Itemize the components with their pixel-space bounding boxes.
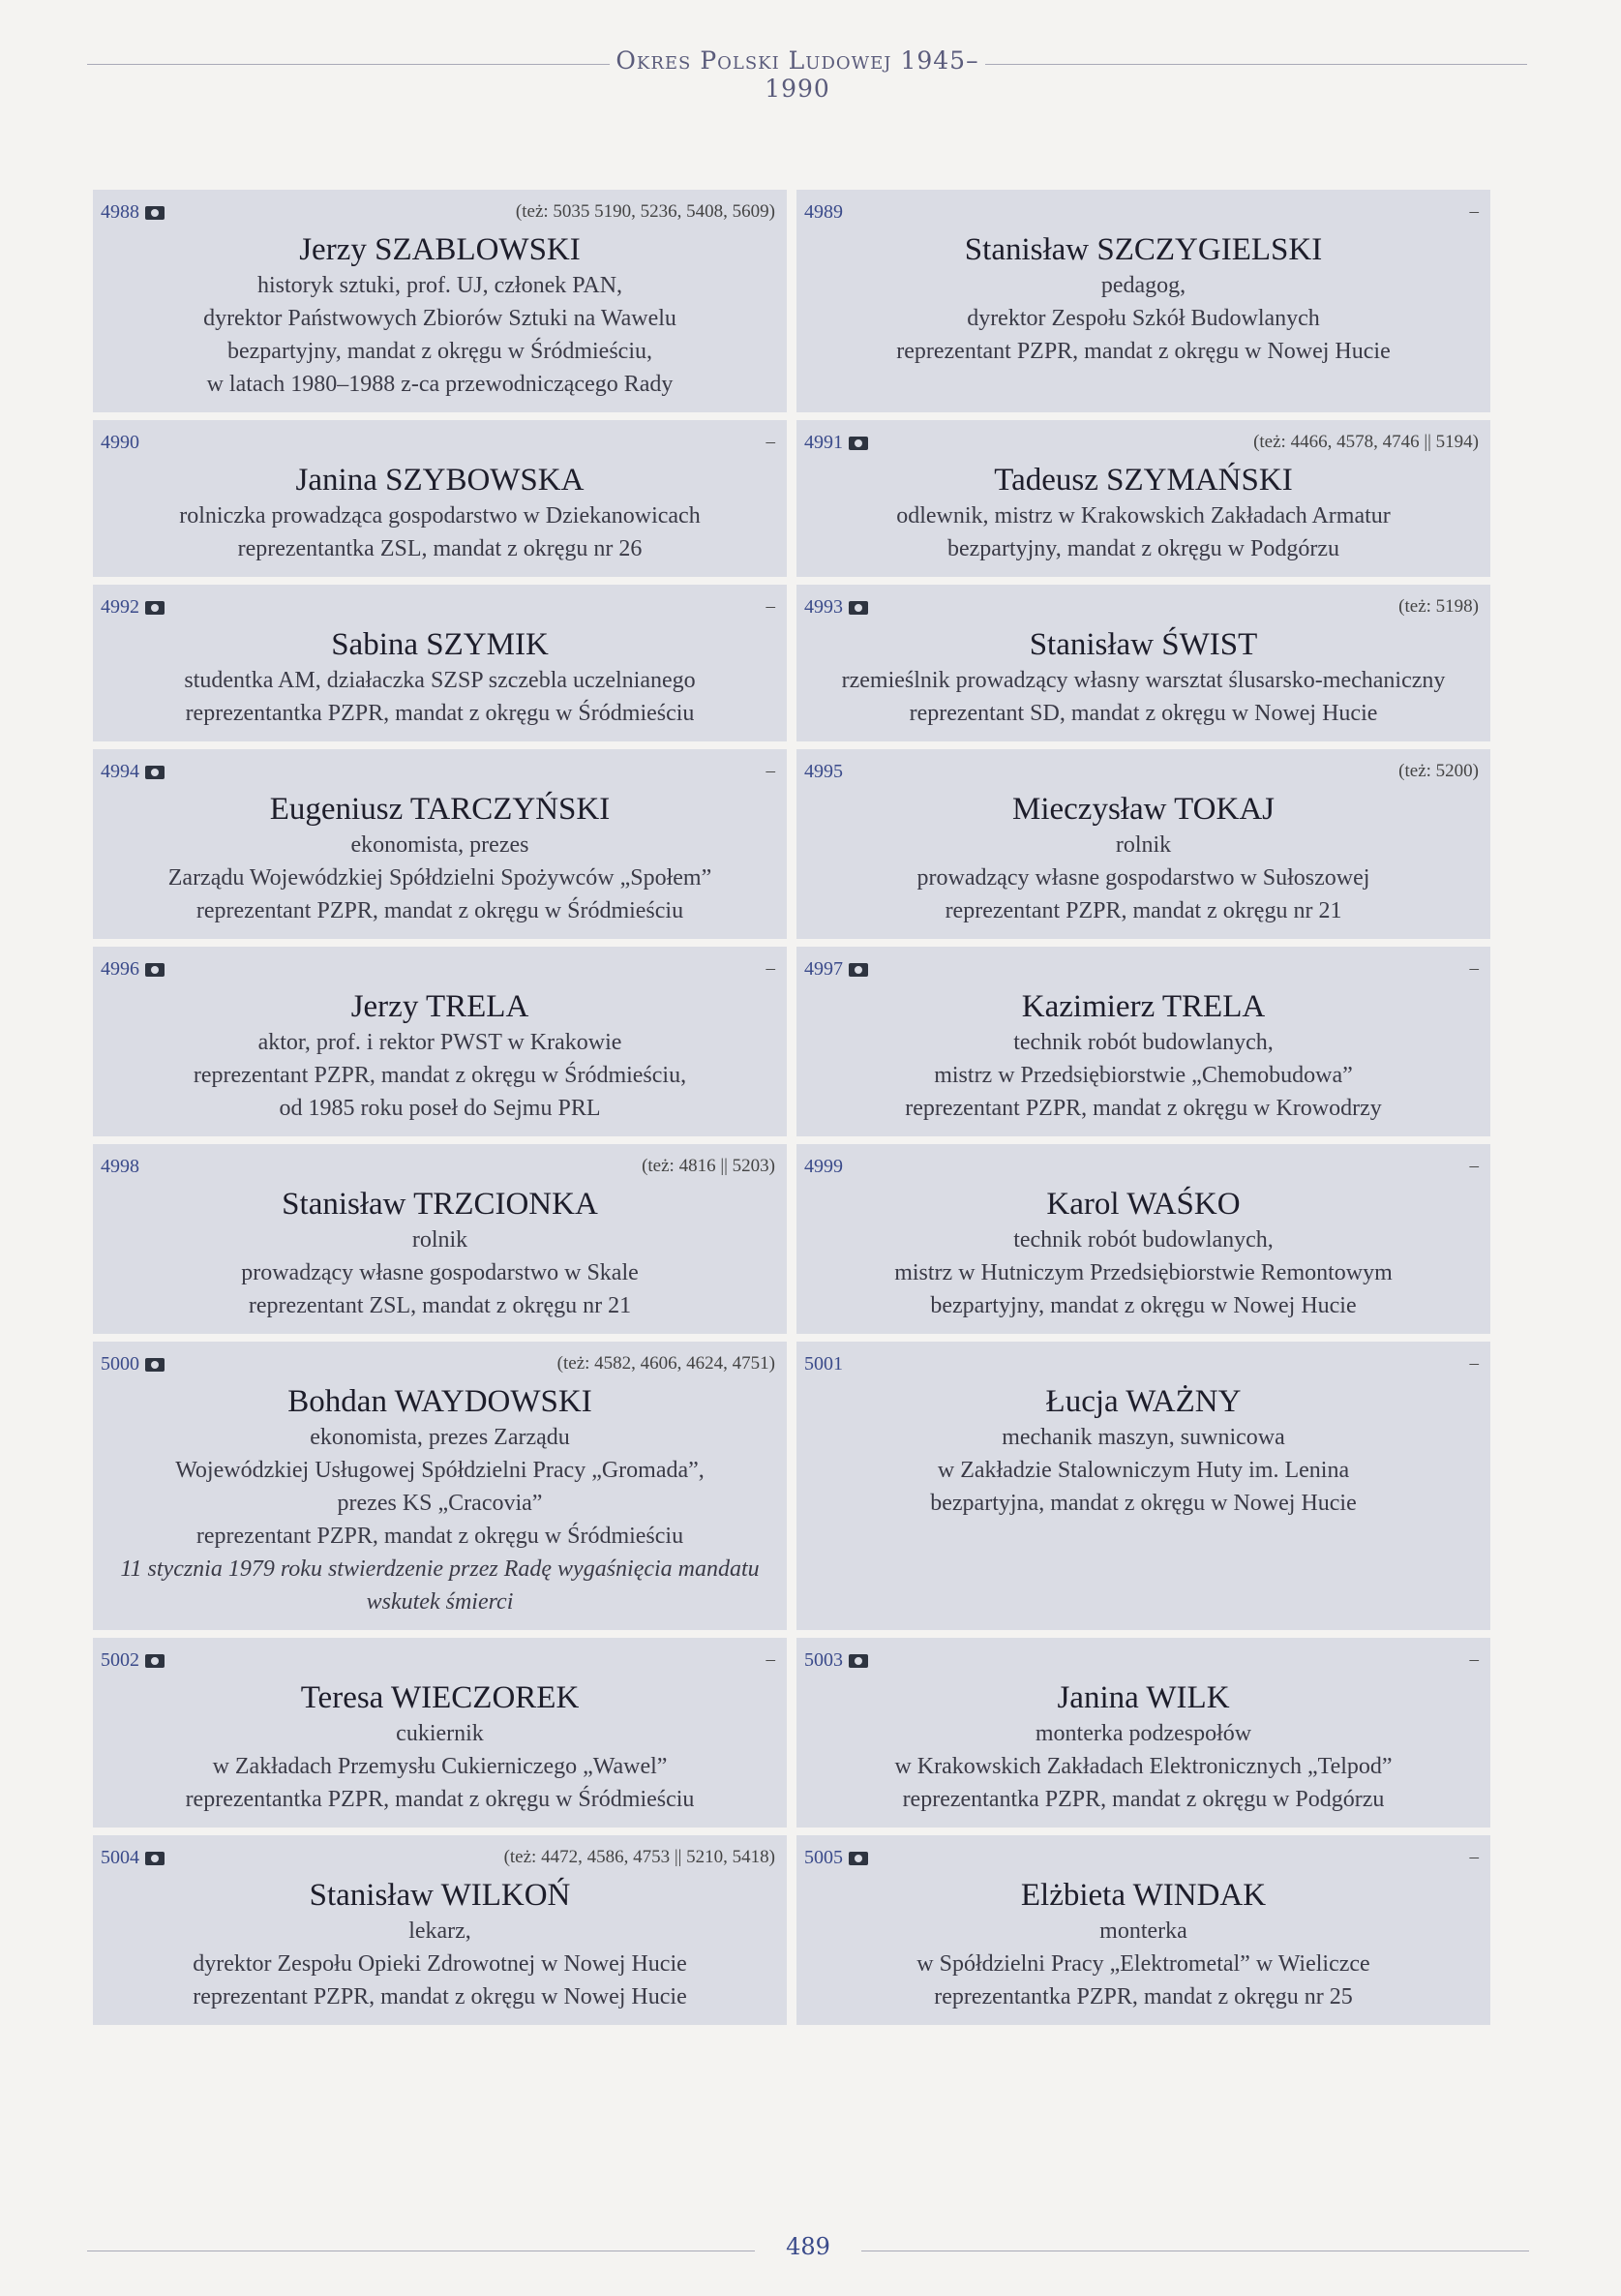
entries-row: [93, 1835, 1490, 2025]
camera-icon: [849, 963, 868, 977]
header-rule-right: [985, 64, 1527, 65]
entry-detail-line: w Krakowskich Zakładach Elektronicznych „Telpod”: [894, 1754, 1393, 1779]
entry-number-text: 5005: [804, 1847, 843, 1868]
entry-card: [796, 1342, 1490, 1630]
entry-detail-line: technik robót budowlanych,: [1013, 1227, 1274, 1253]
entry-cross-reference: –: [1469, 1156, 1479, 1176]
entry-detail-line: reprezentantka PZPR, mandat z okręgu nr 25: [934, 1984, 1353, 2009]
entry-number-text: 4989: [804, 201, 843, 223]
camera-icon: [145, 1852, 165, 1865]
entry-card: [93, 947, 787, 1136]
entry-number: [804, 432, 868, 454]
entry-card: [796, 190, 1490, 412]
entry-number: [804, 596, 868, 619]
entry-detail-line: bezpartyjna, mandat z okręgu w Nowej Hucie: [930, 1491, 1357, 1516]
entry-card: [796, 1835, 1490, 2025]
entry-cross-reference: –: [1469, 201, 1479, 222]
entry-cross-reference: –: [1469, 958, 1479, 979]
page-number: 489: [786, 2233, 830, 2260]
entry-number: [804, 1156, 843, 1178]
entry-detail-line: mistrz w Przedsiębiorstwie „Chemobudowa”: [934, 1063, 1353, 1088]
entry-card: [93, 1835, 787, 2025]
entry-cross-reference: –: [765, 761, 775, 781]
entry-card: [93, 1144, 787, 1334]
camera-icon: [849, 1852, 868, 1865]
entry-detail-line: bezpartyjny, mandat z okręgu w Podgórzu: [947, 536, 1339, 561]
entry-detail-line: reprezentant PZPR, mandat z okręgu nr 21: [945, 898, 1342, 923]
entries-grid: [93, 190, 1490, 2033]
camera-icon: [145, 1654, 165, 1668]
running-title: Okres Polski Ludowej 1945–1990: [615, 46, 979, 103]
entry-detail-line: reprezentantka PZPR, mandat z okręgu w Śródmieściu: [185, 701, 695, 726]
entry-card: [796, 420, 1490, 577]
entry-cross-reference: –: [765, 958, 775, 979]
entry-number: [101, 201, 165, 224]
camera-icon: [145, 963, 165, 977]
entry-cross-reference: (też: 5198): [1398, 596, 1479, 617]
entry-number-text: 4990: [101, 432, 139, 453]
entry-number: [101, 761, 165, 783]
entry-cross-reference: –: [1469, 1649, 1479, 1670]
entry-detail-line: Zarządu Wojewódzkiej Spółdzielni Spożywców „Społem”: [167, 865, 712, 891]
entry-cross-reference: (też: 5035 5190, 5236, 5408, 5609): [515, 201, 775, 222]
entry-name: Tadeusz SZYMAŃSKI: [994, 463, 1293, 498]
entry-detail-line: ekonomista, prezes: [350, 832, 529, 858]
entry-number-text: 4998: [101, 1156, 139, 1177]
entries-row: [93, 947, 1490, 1136]
entry-card: [93, 585, 787, 741]
entries-row: [93, 585, 1490, 741]
entry-card: [93, 1638, 787, 1828]
entry-detail-line: rolniczka prowadząca gospodarstwo w Dziekanowicach: [179, 503, 701, 529]
entry-number: [101, 1649, 165, 1672]
entry-number-text: 5003: [804, 1649, 843, 1671]
entry-number-text: 4997: [804, 958, 843, 980]
entry-detail-line: odlewnik, mistrz w Krakowskich Zakładach Armatur: [896, 503, 1391, 529]
entry-detail-line: mistrz w Hutniczym Przedsiębiorstwie Remontowym: [894, 1260, 1393, 1285]
entry-card: [796, 947, 1490, 1136]
entry-number: [101, 432, 139, 454]
entry-detail-line: reprezentantka ZSL, mandat z okręgu nr 26: [237, 536, 643, 561]
entry-name: Stanisław WILKOŃ: [309, 1878, 571, 1913]
entry-cross-reference: (też: 4466, 4578, 4746 || 5194): [1253, 432, 1479, 452]
entry-detail-line: dyrektor Zespołu Szkół Budowlanych: [967, 306, 1320, 331]
entry-name: Sabina SZYMIK: [331, 627, 549, 662]
entry-number-text: 5001: [804, 1353, 843, 1375]
entries-row: [93, 1144, 1490, 1334]
entry-number: [101, 1156, 139, 1178]
entry-detail-line: rzemieślnik prowadzący własny warsztat ślusarsko-mechaniczny: [841, 668, 1446, 693]
entry-detail-line: reprezentant PZPR, mandat z okręgu w Krowodrzy: [905, 1096, 1382, 1121]
entry-name: Kazimierz TRELA: [1021, 989, 1266, 1024]
entry-number-text: 4995: [804, 761, 843, 782]
entry-detail-line: technik robót budowlanych,: [1013, 1030, 1274, 1055]
entry-detail-line: Wojewódzkiej Usługowej Spółdzielni Pracy „Gromada”,: [175, 1458, 705, 1483]
entry-name: Stanisław ŚWIST: [1029, 627, 1258, 662]
entry-number: [804, 761, 843, 783]
entry-detail-line: rolnik: [411, 1227, 468, 1253]
page-header: [0, 46, 1621, 103]
entry-detail-line: w latach 1980–1988 z-ca przewodniczącego Rady: [206, 372, 674, 397]
entry-detail-line: dyrektor Zespołu Opieki Zdrowotnej w Nowej Hucie: [193, 1951, 687, 1977]
entry-number-text: 5002: [101, 1649, 139, 1671]
entry-detail-line: ekonomista, prezes Zarządu: [310, 1425, 570, 1450]
entry-card: [796, 749, 1490, 939]
entry-detail-line: bezpartyjny, mandat z okręgu w Śródmieściu,: [227, 339, 652, 364]
entry-name: Janina SZYBOWSKA: [295, 463, 585, 498]
entry-detail-line: prowadzący własne gospodarstwo w Sułoszowej: [916, 865, 1370, 891]
entry-name: Janina WILK: [1057, 1680, 1230, 1715]
entry-detail-line: bezpartyjny, mandat z okręgu w Nowej Hucie: [930, 1293, 1357, 1318]
entry-detail-line: aktor, prof. i rektor PWST w Krakowie: [257, 1030, 622, 1055]
entry-card: [93, 749, 787, 939]
entry-detail-line: reprezentantka PZPR, mandat z okręgu w Podgórzu: [902, 1787, 1385, 1812]
entry-card: [93, 420, 787, 577]
entry-detail-line: mechanik maszyn, suwnicowa: [1002, 1425, 1285, 1450]
entry-detail-line: monterka: [1099, 1918, 1187, 1944]
entry-cross-reference: –: [765, 1649, 775, 1670]
entry-number-text: 4988: [101, 201, 139, 223]
entry-detail-line: reprezentant SD, mandat z okręgu w Nowej Hucie: [909, 701, 1378, 726]
entry-number-text: 4999: [804, 1156, 843, 1177]
entry-name: Jerzy TRELA: [350, 989, 529, 1024]
entry-name: Eugeniusz TARCZYŃSKI: [269, 792, 611, 827]
entry-detail-line: reprezentantka PZPR, mandat z okręgu w Śródmieściu: [185, 1787, 695, 1812]
entries-row: [93, 749, 1490, 939]
entry-number-text: 4992: [101, 596, 139, 618]
entry-card: [796, 1144, 1490, 1334]
camera-icon: [145, 1358, 165, 1372]
entry-detail-line: w Zakładzie Stalowniczym Huty im. Lenina: [937, 1458, 1350, 1483]
entry-number-text: 5004: [101, 1847, 139, 1868]
page-footer: [0, 2231, 1621, 2270]
camera-icon: [145, 766, 165, 779]
entries-row: [93, 1638, 1490, 1828]
camera-icon: [849, 437, 868, 450]
entry-detail-line: lekarz,: [408, 1918, 471, 1944]
entry-number: [804, 958, 868, 981]
entry-detail-line: studentka AM, działaczka SZSP szczebla uczelnianego: [184, 668, 696, 693]
entry-cross-reference: –: [1469, 1353, 1479, 1374]
entry-cross-reference: (też: 4816 || 5203): [642, 1156, 775, 1176]
entry-cross-reference: –: [1469, 1847, 1479, 1867]
entry-number: [804, 1847, 868, 1869]
entry-number-text: 4994: [101, 761, 139, 782]
entries-row: [93, 1342, 1490, 1630]
entry-detail-line: prezes KS „Cracovia”: [337, 1491, 543, 1516]
entry-detail-line: historyk sztuki, prof. UJ, członek PAN,: [256, 273, 623, 298]
camera-icon: [145, 206, 165, 220]
entry-detail-line: od 1985 roku poseł do Sejmu PRL: [279, 1096, 601, 1121]
entry-number-text: 4993: [804, 596, 843, 618]
entry-name: Mieczysław TOKAJ: [1012, 792, 1275, 827]
entry-name: Jerzy SZABLOWSKI: [299, 232, 581, 267]
header-rule-left: [87, 64, 610, 65]
entry-number: [101, 1847, 165, 1869]
entry-card: [93, 190, 787, 412]
entry-cross-reference: (też: 4582, 4606, 4624, 4751): [556, 1353, 775, 1374]
entry-name: Karol WAŚKO: [1046, 1187, 1241, 1222]
camera-icon: [849, 1654, 868, 1668]
entry-detail-line: w Zakładach Przemysłu Cukierniczego „Wawel”: [212, 1754, 668, 1779]
entry-detail-line: reprezentant PZPR, mandat z okręgu w Śródmieściu: [195, 1524, 684, 1549]
entry-number-text: 4996: [101, 958, 139, 980]
entry-card: [796, 585, 1490, 741]
entry-name: Stanisław TRZCIONKA: [282, 1187, 598, 1222]
entry-detail-line: reprezentant PZPR, mandat z okręgu w Nowej Hucie: [896, 339, 1391, 364]
entry-number: [101, 1353, 165, 1375]
entry-detail-line: cukiernik: [396, 1721, 484, 1746]
entry-detail-line: reprezentant ZSL, mandat z okręgu nr 21: [248, 1293, 632, 1318]
entry-name: Łucja WAŻNY: [1045, 1384, 1242, 1419]
entry-cross-reference: –: [765, 596, 775, 617]
entry-name: Bohdan WAYDOWSKI: [287, 1384, 592, 1419]
entry-detail-line: reprezentant PZPR, mandat z okręgu w Śródmieściu: [195, 898, 684, 923]
entries-row: [93, 420, 1490, 577]
camera-icon: [145, 601, 165, 615]
entry-name: Elżbieta WINDAK: [1020, 1878, 1267, 1913]
entry-detail-line: monterka podzespołów: [1035, 1721, 1252, 1746]
entry-cross-reference: (też: 5200): [1398, 761, 1479, 781]
entry-detail-line: rolnik: [1115, 832, 1172, 858]
entry-number-text: 5000: [101, 1353, 139, 1375]
entry-detail-line: dyrektor Państwowych Zbiorów Sztuki na Wawelu: [203, 306, 676, 331]
entry-note-line: 11 stycznia 1979 roku stwierdzenie przez Radę wygaśnięcia mandatu: [120, 1556, 760, 1582]
entries-row: [93, 190, 1490, 412]
entry-detail-line: w Spółdzielni Pracy „Elektrometal” w Wieliczce: [916, 1951, 1370, 1977]
entry-detail-line: reprezentant PZPR, mandat z okręgu w Nowej Hucie: [193, 1984, 687, 2009]
entry-name: Stanisław SZCZYGIELSKI: [964, 232, 1323, 267]
entry-number: [804, 201, 843, 224]
entry-cross-reference: (też: 4472, 4586, 4753 || 5210, 5418): [503, 1847, 775, 1867]
entry-card: [93, 1342, 787, 1630]
entry-number-text: 4991: [804, 432, 843, 453]
entry-cross-reference: –: [765, 432, 775, 452]
entry-detail-line: reprezentant PZPR, mandat z okręgu w Śródmieściu,: [193, 1063, 687, 1088]
entry-note-line: wskutek śmierci: [366, 1589, 514, 1615]
entry-number: [804, 1649, 868, 1672]
entry-number: [804, 1353, 843, 1375]
entry-card: [796, 1638, 1490, 1828]
camera-icon: [849, 601, 868, 615]
entry-name: Teresa WIECZOREK: [300, 1680, 580, 1715]
entry-number: [101, 596, 165, 619]
entry-detail-line: prowadzący własne gospodarstwo w Skale: [241, 1260, 639, 1285]
entry-detail-line: pedagog,: [1100, 273, 1186, 298]
entry-number: [101, 958, 165, 981]
